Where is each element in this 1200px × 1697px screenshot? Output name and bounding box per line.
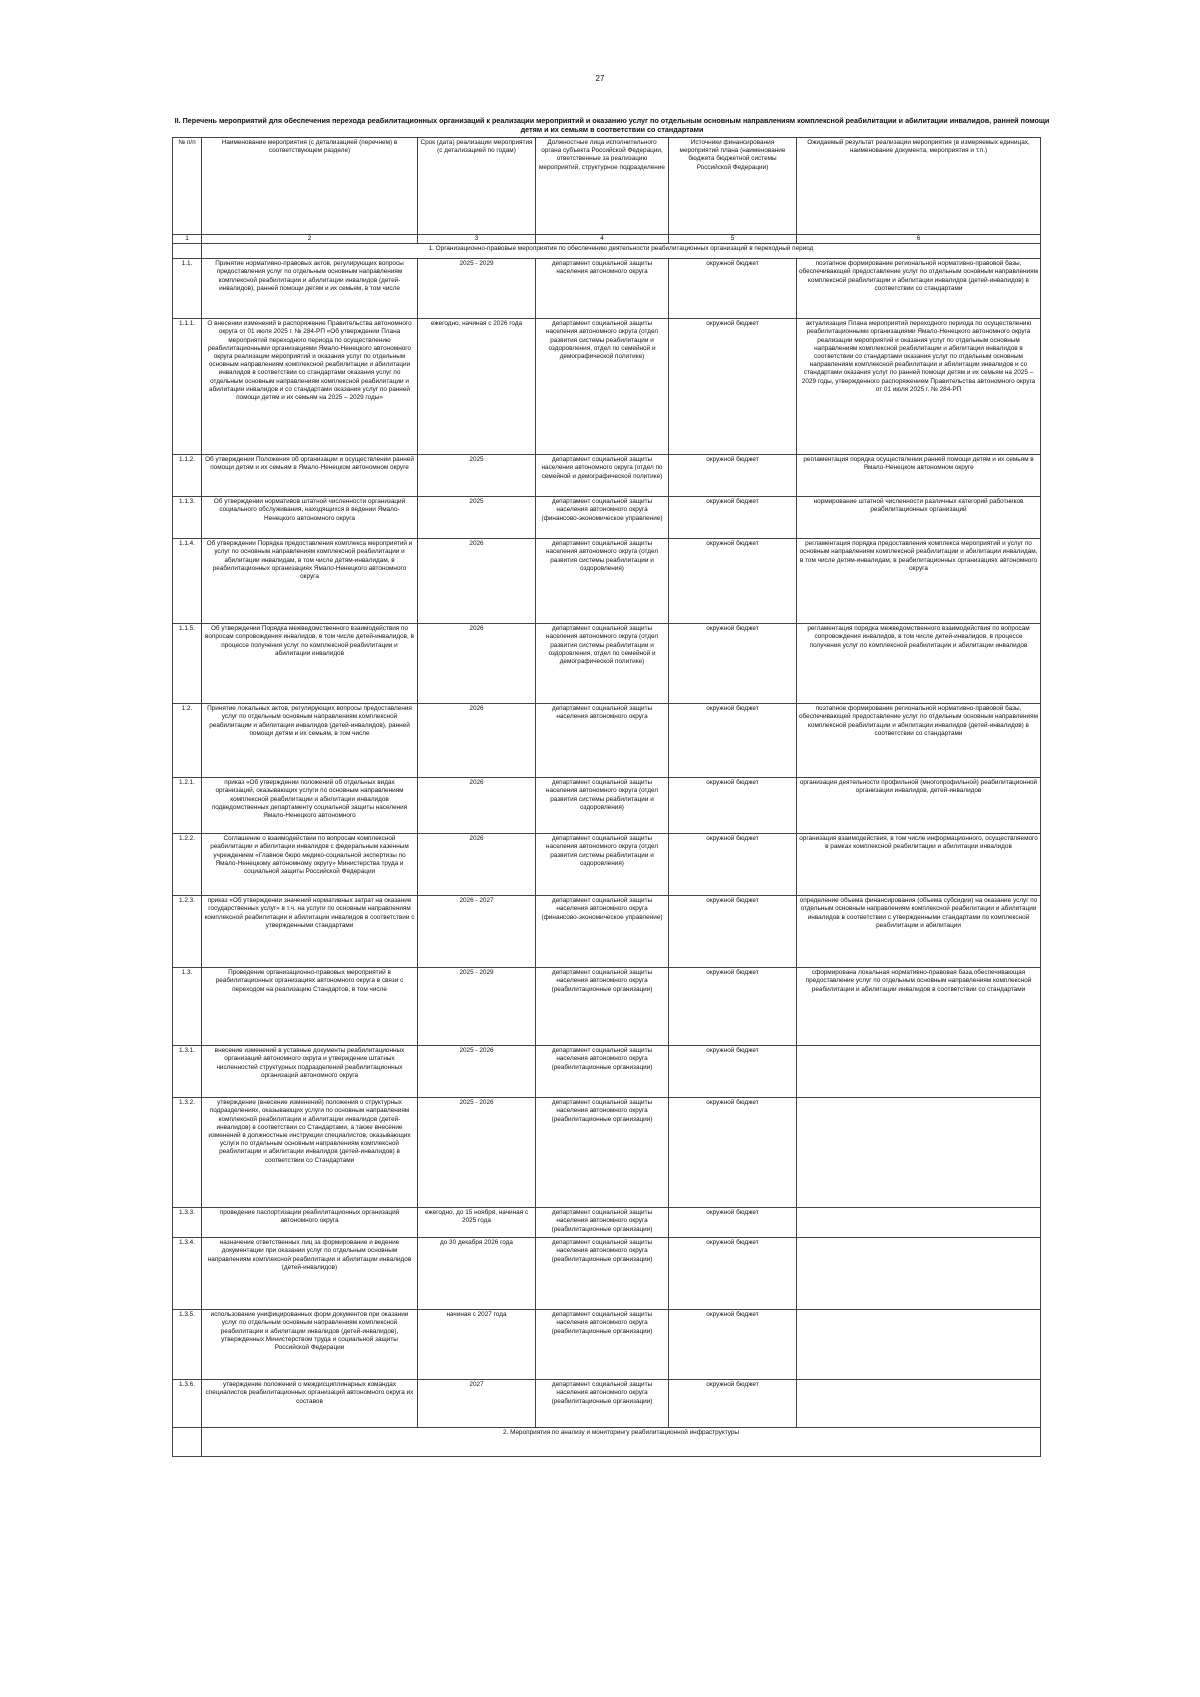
- expected-result: [797, 1310, 1041, 1380]
- responsible-unit: департамент социальной защиты населения автономного округа: [536, 259, 669, 319]
- row-number: 1.2.2.: [173, 834, 202, 896]
- rows-body: [173, 259, 1041, 1428]
- responsible-unit: департамент социальной защиты населения автономного округа (отдел развития системы реабилитации и оздоровления): [536, 834, 669, 896]
- activity-term: до 30 декабря 2026 года: [418, 1238, 536, 1310]
- responsible-unit: департамент социальной защиты населения автономного округа (реабилитационные организации): [536, 1208, 669, 1238]
- funding-source: окружной бюджет: [669, 896, 797, 968]
- table-row: [173, 1208, 1041, 1238]
- responsible-unit: департамент социальной защиты населения автономного округа (реабилитационные организации): [536, 1238, 669, 1310]
- responsible-unit: департамент социальной защиты населения автономного округа (отдел развития системы реабилитации и оздоровления, отдел по семейной и демографической политике): [536, 319, 669, 455]
- funding-source: окружной бюджет: [669, 1208, 797, 1238]
- column-number: 3: [418, 235, 536, 244]
- table-row: [173, 834, 1041, 896]
- activity-name: приказ «Об утверждении значений нормативных затрат на оказание государственных услуг» в т.ч. на услуги по основным направлениям комплексной реабилитации и абилитации инвалидов в соответствии с утвержденными стандартами: [202, 896, 418, 968]
- column-number: 4: [536, 235, 669, 244]
- expected-result: [797, 1046, 1041, 1098]
- funding-source: окружной бюджет: [669, 259, 797, 319]
- funding-source: окружной бюджет: [669, 319, 797, 455]
- activity-term: ежегодно, до 15 ноября, начиная с 2025 года: [418, 1208, 536, 1238]
- table-row: [173, 968, 1041, 1046]
- funding-source: окружной бюджет: [669, 1046, 797, 1098]
- activity-name: Принятие нормативно-правовых актов, регулирующих вопросы предоставления услуг по отдельным основным направлениям комплексной реабилитации и абилитации инвалидов (детей-инвалидов), ранней помощи детям и их семьям, в том числе: [202, 259, 418, 319]
- header-cell: № п/п: [173, 138, 202, 235]
- activity-name: Об утверждении Положения об организации и осуществлении ранней помощи детям и их семьям в Ямало-Ненецком автономном округе: [202, 455, 418, 497]
- funding-source: окружной бюджет: [669, 455, 797, 497]
- table-row: [173, 539, 1041, 624]
- activity-name: проведение паспортизации реабилитационных организаций автономного округа: [202, 1208, 418, 1238]
- funding-source: окружной бюджет: [669, 497, 797, 539]
- funding-source: окружной бюджет: [669, 624, 797, 704]
- row-number: 1.3.4.: [173, 1238, 202, 1310]
- section-row: [173, 244, 1041, 259]
- responsible-unit: департамент социальной защиты населения автономного округа (отдел развития системы реабилитации и оздоровления, отдел по семейной и демографической политике): [536, 624, 669, 704]
- table-row: [173, 624, 1041, 704]
- activity-term: ежегодно, начиная с 2026 года: [418, 319, 536, 455]
- responsible-unit: департамент социальной защиты населения автономного округа (реабилитационные организации): [536, 1098, 669, 1208]
- funding-source: окружной бюджет: [669, 539, 797, 624]
- row-number: 1.1.1.: [173, 319, 202, 455]
- row-number: 1.3.2.: [173, 1098, 202, 1208]
- activities-table: [172, 137, 1041, 1457]
- activity-name: утверждение (внесение изменений) положения о структурных подразделениях, оказывающих услуги по основным направлениям комплексной реабилитации и абилитации инвалидов (детей-инвалидов) в соответствии со Стандартами, а также внесение изменений в должностные инструкции специалистов, оказывающих услуги по отдельным основным направлениям комплексной реабилитации и абилитации инвалидов (детей-инвалидов) в соответствии со Стандартами: [202, 1098, 418, 1208]
- responsible-unit: департамент социальной защиты населения автономного округа (финансово-экономическое управление): [536, 896, 669, 968]
- expected-result: определение объема финансирования (объема субсидии) на оказание услуг по отдельным основным направлениям комплексной реабилитации и абилитации инвалидов в соответствии с утвержденными стандартами по комплексной реабилитации и абилитации: [797, 896, 1041, 968]
- row-number: 1.3.: [173, 968, 202, 1046]
- expected-result: регламентация порядка предоставления комплекса мероприятий и услуг по основным направлениям комплексной реабилитации и абилитации инвалидам, в том числе детям-инвалидам, в реабилитационных организациях автономного округа: [797, 539, 1041, 624]
- expected-result: поэтапное формирование региональной нормативно-правовой базы, обеспечивающей предоставление услуг по отдельным основным направлениям комплексной реабилитации и абилитации инвалидов (детей-инвалидов) в соответствии со стандартами: [797, 259, 1041, 319]
- table-row: [173, 896, 1041, 968]
- header-row: [173, 138, 1041, 235]
- table-row: [173, 319, 1041, 455]
- activity-term: 2026: [418, 834, 536, 896]
- funding-source: окружной бюджет: [669, 968, 797, 1046]
- column-number: 2: [202, 235, 418, 244]
- column-number-row: [173, 235, 1041, 244]
- table-row: [173, 1098, 1041, 1208]
- expected-result: [797, 1380, 1041, 1428]
- funding-source: окружной бюджет: [669, 1380, 797, 1428]
- header-cell: Должностные лица исполнительного органа субъекта Российской Федерации, ответственные за реализацию мероприятий, структурное подразделение: [536, 138, 669, 235]
- responsible-unit: департамент социальной защиты населения автономного округа (финансово-экономическое управление): [536, 497, 669, 539]
- expected-result: [797, 1098, 1041, 1208]
- funding-source: окружной бюджет: [669, 1098, 797, 1208]
- activity-name: Об утверждении Порядка предоставления комплекса мероприятий и услуг по основным направлениям комплексной реабилитации и абилитации инвалидам, в том числе детям-инвалидам, в реабилитационных организациях Ямало-Ненецкого автономного округа: [202, 539, 418, 624]
- table-row: [173, 259, 1041, 319]
- activity-term: 2025 - 2029: [418, 968, 536, 1046]
- activity-term: 2027: [418, 1380, 536, 1428]
- section-title: 2. Мероприятия по анализу и мониторингу реабилитационной инфраструктуры: [202, 1428, 1041, 1457]
- activity-name: Об утверждении нормативов штатной численности организаций социального обслуживания, находящихся в ведении Ямало-Ненецкого автономного округа: [202, 497, 418, 539]
- responsible-unit: департамент социальной защиты населения автономного округа (реабилитационные организации): [536, 1380, 669, 1428]
- expected-result: нормирование штатной численности различных категорий работников реабилитационных организаций: [797, 497, 1041, 539]
- funding-source: окружной бюджет: [669, 1310, 797, 1380]
- section-row: [173, 1428, 1041, 1457]
- row-number: 1.1.4.: [173, 539, 202, 624]
- row-number: 1.3.3.: [173, 1208, 202, 1238]
- row-number: 1.2.1.: [173, 778, 202, 834]
- expected-result: регламентация порядка осуществлении ранней помощи детям и их семьям в Ямало-Ненецком автономном округе: [797, 455, 1041, 497]
- funding-source: окружной бюджет: [669, 704, 797, 778]
- funding-source: окружной бюджет: [669, 1238, 797, 1310]
- responsible-unit: департамент социальной защиты населения автономного округа (отдел развития системы реабилитации и оздоровления): [536, 778, 669, 834]
- header-cell: Срок (дата) реализации мероприятия (с детализацией по годам): [418, 138, 536, 235]
- activity-term: 2026: [418, 624, 536, 704]
- responsible-unit: департамент социальной защиты населения автономного округа (реабилитационные организации): [536, 1310, 669, 1380]
- table-row: [173, 1238, 1041, 1310]
- page-number: 27: [595, 74, 605, 83]
- activity-term: 2025 - 2026: [418, 1098, 536, 1208]
- document-title: II. Перечень мероприятий для обеспечения перехода реабилитационных организаций к реализации мероприятий и оказанию услуг по отдельным основным направлениям комплексной реабилитации и абилитации инвалидов, ранней помощи детям и их семьям в соответствии со стандартами: [174, 116, 1050, 134]
- header-cell: Источники финансирования мероприятий плана (наименование бюджета бюджетной системы Российской Федерации): [669, 138, 797, 235]
- expected-result: организация деятельности профильной (многопрофильной) реабилитационной организации инвалидов, детей-инвалидов: [797, 778, 1041, 834]
- responsible-unit: департамент социальной защиты населения автономного округа (отдел по семейной и демографической политике): [536, 455, 669, 497]
- expected-result: [797, 1208, 1041, 1238]
- activity-term: 2025: [418, 497, 536, 539]
- activity-term: 2026: [418, 539, 536, 624]
- row-number: 1.1.2.: [173, 455, 202, 497]
- activity-name: О внесении изменений в распоряжение Правительства автономного округа от 01 июля 2025 г. № 284-РП «Об утверждении Плана мероприятий переходного периода по осуществлению реабилитационными организациями Ямало-Ненецкого автономного округа реализации мероприятий и оказания услуг по отдельным основным направлениям комплексной реабилитации и абилитации инвалидов в соответствии со стандартами оказания услуг по отдельным основным направлениям комплексной реабилитации и абилитации инвалидов и со стандартами оказания услуг по ранней помощи детям и их семьям на 2025 – 2029 годы»: [202, 319, 418, 455]
- activity-term: 2025 - 2029: [418, 259, 536, 319]
- row-number: 1.1.3.: [173, 497, 202, 539]
- row-number: 1.2.3.: [173, 896, 202, 968]
- activity-name: Соглашение о взаимодействии по вопросам комплексной реабилитации и абилитации инвалидов с федеральным казенным учреждением «Главное бюро медико-социальной экспертизы по Ямало-Ненецкому автономному округу» Министерства труда и социальной защиты Российской Федерации: [202, 834, 418, 896]
- row-number: 1.3.1.: [173, 1046, 202, 1098]
- activity-term: начиная с 2027 года: [418, 1310, 536, 1380]
- activity-name: Принятие локальных актов, регулирующих вопросы предоставления услуг по отдельным основным направлениям комплексной реабилитации и абилитации инвалидов (детей-инвалидов), ранней помощи детям и их семьям, в том числе: [202, 704, 418, 778]
- activity-name: внесение изменений в уставные документы реабилитационных организаций автономного округа и утверждение штатных численностей структурных подразделений реабилитационных организаций автономного округа: [202, 1046, 418, 1098]
- section-title: 1. Организационно-правовые мероприятия по обеспечению деятельности реабилитационных организаций в переходный период: [202, 244, 1041, 259]
- expected-result: [797, 1238, 1041, 1310]
- activity-name: утверждение положений о междисциплинарных командах специалистов реабилитационных организаций автономного округа их составов: [202, 1380, 418, 1428]
- table-row: [173, 1046, 1041, 1098]
- section-blank-cell: [173, 244, 202, 259]
- activity-name: приказ «Об утверждении положений об отдельных видах организаций, оказывающих услуги по основным направлениям комплексной реабилитации и абилитации инвалидов подведомственных департаменту социальной защиты населения Ямало-Ненецкого автономного: [202, 778, 418, 834]
- table-row: [173, 455, 1041, 497]
- responsible-unit: департамент социальной защиты населения автономного округа (реабилитационные организации): [536, 968, 669, 1046]
- activity-term: 2025 - 2026: [418, 1046, 536, 1098]
- activity-name: использование унифицированных форм документов при оказании услуг по отдельным основным направлениям комплексной реабилитации и абилитации инвалидов (детей-инвалидов), утвержденных Министерством труда и социальной защиты Российской Федерации: [202, 1310, 418, 1380]
- column-number: 1: [173, 235, 202, 244]
- responsible-unit: департамент социальной защиты населения автономного округа (отдел развития системы реабилитации и оздоровления): [536, 539, 669, 624]
- row-number: 1.2.: [173, 704, 202, 778]
- activity-term: 2026 - 2027: [418, 896, 536, 968]
- column-number: 5: [669, 235, 797, 244]
- row-number: 1.3.5.: [173, 1310, 202, 1380]
- column-number: 6: [797, 235, 1041, 244]
- row-number: 1.3.6.: [173, 1380, 202, 1428]
- activity-term: 2025: [418, 455, 536, 497]
- expected-result: поэтапное формирование региональной нормативно-правовой базы, обеспечивающей предоставление услуг по отдельным основным направлениям комплексной реабилитации и абилитации инвалидов (детей-инвалидов) в соответствии со стандартами: [797, 704, 1041, 778]
- activity-name: Проведение организационно-правовых мероприятий в реабилитационных организациях автономного округа в связи с переходом на реализацию Стандартов, в том числе: [202, 968, 418, 1046]
- header-cell: Наименование мероприятия (с детализацией (перечнем) в соответствующем разделе): [202, 138, 418, 235]
- funding-source: окружной бюджет: [669, 834, 797, 896]
- responsible-unit: департамент социальной защиты населения автономного округа: [536, 704, 669, 778]
- table-row: [173, 778, 1041, 834]
- expected-result: сформирована локальная нормативно-правовая база,обеспечивающая предоставление услуг по отдельным основным направлениям комплексной реабилитации и абилитации инвалидов в соответствии со стандартами: [797, 968, 1041, 1046]
- row-number: 1.1.5.: [173, 624, 202, 704]
- expected-result: актуализация Плана мероприятий переходного периода по осуществлению реабилитационными организациями Ямало-Ненецкого автономного округа реализации мероприятий и оказания услуг по отдельным основным направлениям комплексной реабилитации и абилитации инвалидов в соответствии со стандартами оказания услуг по отдельным основным направлениям комплексной реабилитации и абилитации инвалидов и со стандартами оказания услуг по ранней помощи детям и их семьям на 2025 – 2029 годы, утвержденного распоряжением Правительства автономного округа от 01 июля 2025 г. № 284-РП: [797, 319, 1041, 455]
- activity-name: назначение ответственных лиц за формирование и ведение документации при оказании услуг по отдельным основным направлениям комплексной реабилитации и абилитации инвалидов (детей-инвалидов): [202, 1238, 418, 1310]
- activity-name: Об утверждении Порядка межведомственного взаимодействия по вопросам сопровождения инвалидов, в том числе детей-инвалидов, в процессе получения услуг по комплексной реабилитации и абилитации инвалидов: [202, 624, 418, 704]
- expected-result: регламентация порядка межведомственного взаимодействия по вопросам сопровождения инвалидов, в том числе детей-инвалидов, в процессе получения услуг по комплексной реабилитации и абилитации инвалидов: [797, 624, 1041, 704]
- responsible-unit: департамент социальной защиты населения автономного округа (реабилитационные организации): [536, 1046, 669, 1098]
- expected-result: организация взаимодействия, в том числе информационного, осуществляемого в рамках комплексной реабилитации и абилитации инвалидов: [797, 834, 1041, 896]
- table-row: [173, 497, 1041, 539]
- header-cell: Ожидаемый результат реализации мероприятия (в измеряемых единицах, наименование документа, мероприятия и т.п.): [797, 138, 1041, 235]
- activity-term: 2026: [418, 704, 536, 778]
- section-blank-cell: [173, 1428, 202, 1457]
- table-row: [173, 1310, 1041, 1380]
- row-number: 1.1.: [173, 259, 202, 319]
- table-row: [173, 1380, 1041, 1428]
- activity-term: 2026: [418, 778, 536, 834]
- funding-source: окружной бюджет: [669, 778, 797, 834]
- table-row: [173, 704, 1041, 778]
